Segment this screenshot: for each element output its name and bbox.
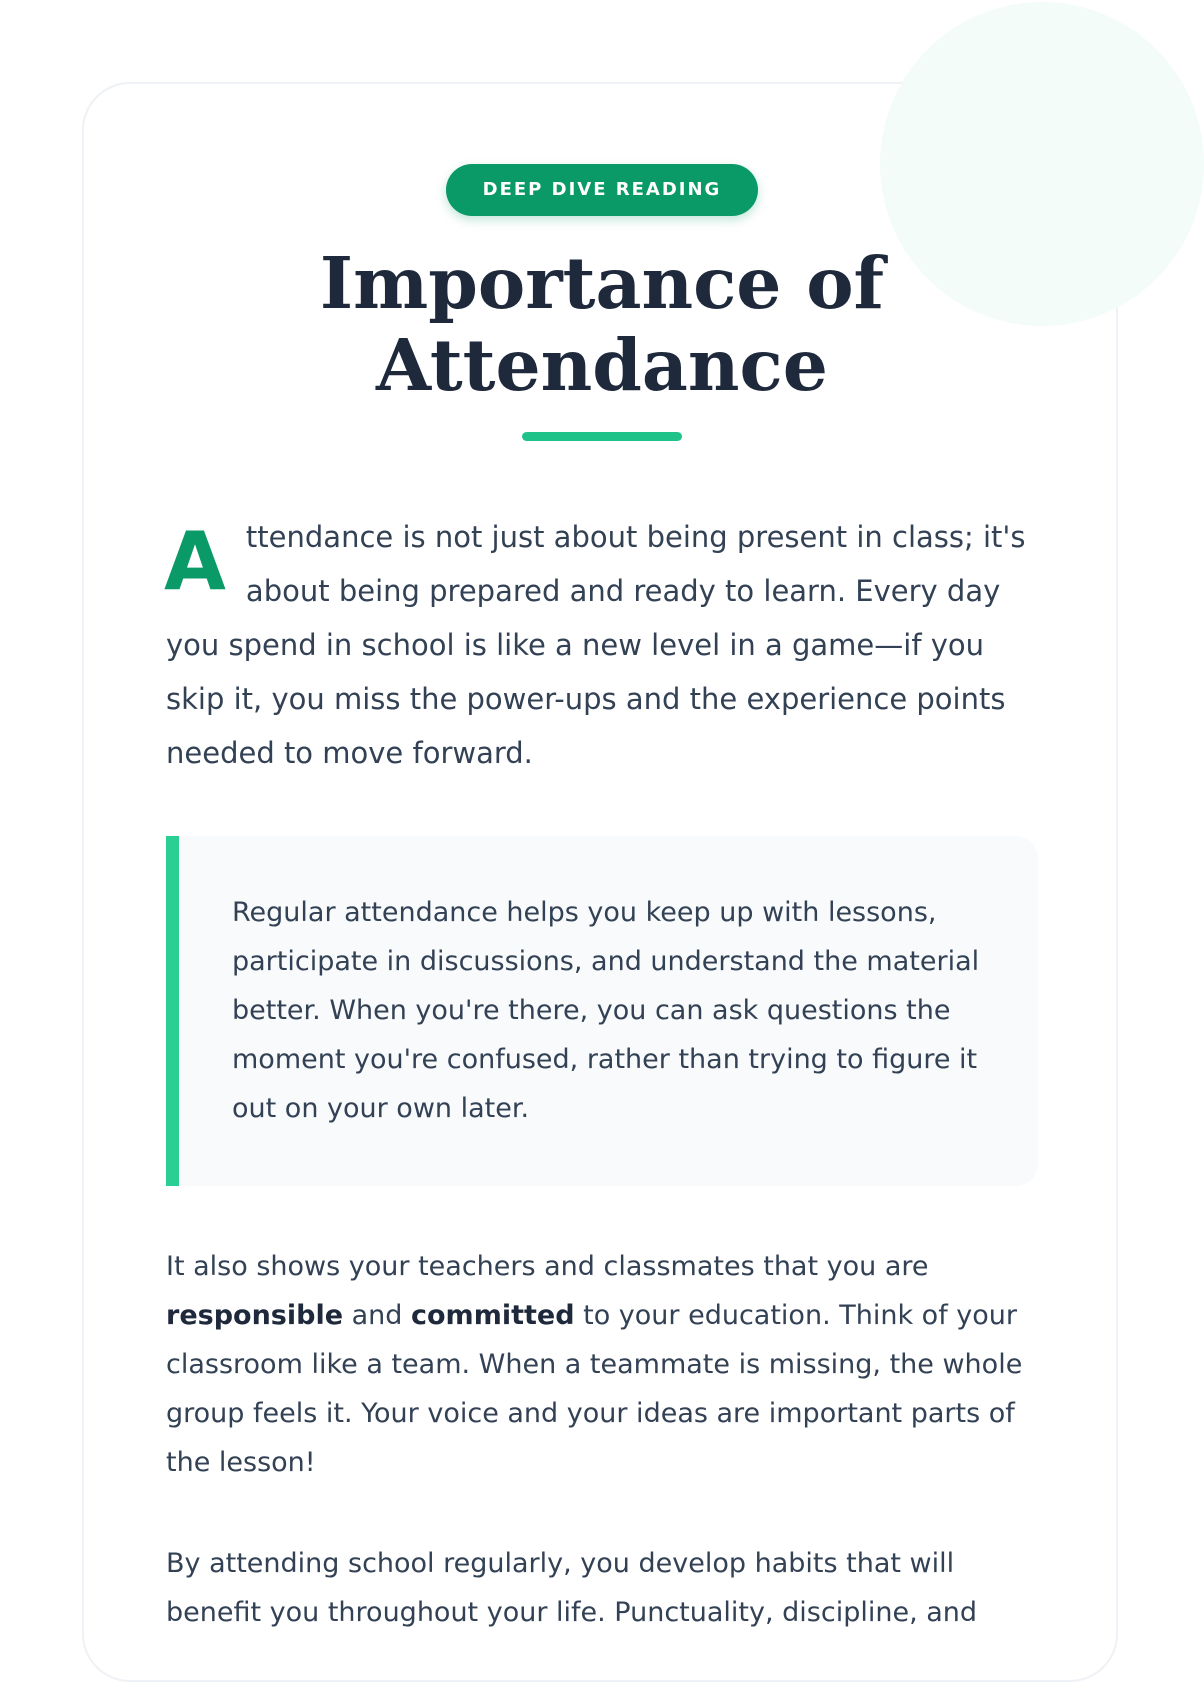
callout-quote xyxy=(166,836,1038,1186)
bold-text-responsible: responsible xyxy=(166,1300,344,1331)
callout-accent-bar xyxy=(166,836,179,1186)
section-badge: DEEP DIVE READING xyxy=(446,164,758,216)
paragraph-text: and xyxy=(343,1300,411,1331)
body-paragraph-2 xyxy=(166,1242,1038,1487)
intro-text: ttendance is not just about being present in class; it's about being prepared and ready to learn. Every day you spend in school is like a new level in a game—if you skip it, you miss the power-ups and the experience points needed to move forward. xyxy=(166,520,1026,770)
paragraph-text: It also shows your teachers and classmates that you are xyxy=(166,1251,929,1282)
paragraph-text: to your education. Think of your classroom like a team. When a teammate is missing, the whole group feels it. Your voice and your ideas are important parts of the lesson! xyxy=(166,1300,1023,1478)
article-card xyxy=(82,82,1118,1682)
article-title: Importance of Attendance xyxy=(319,241,885,407)
drop-cap: A xyxy=(164,515,226,608)
body-paragraph-3: By attending school regularly, you develop habits that will benefit you throughout your life. Punctuality, discipline, and xyxy=(166,1548,978,1628)
title-underline xyxy=(522,432,682,441)
bold-text-committed: committed xyxy=(411,1300,575,1331)
callout-text: Regular attendance helps you keep up with lessons, participate in discussions, and understand the material better. When you're there, you can ask questions the moment you're confused, rather than trying to figure it out on your own later. xyxy=(232,897,980,1124)
intro-paragraph xyxy=(166,510,1038,780)
